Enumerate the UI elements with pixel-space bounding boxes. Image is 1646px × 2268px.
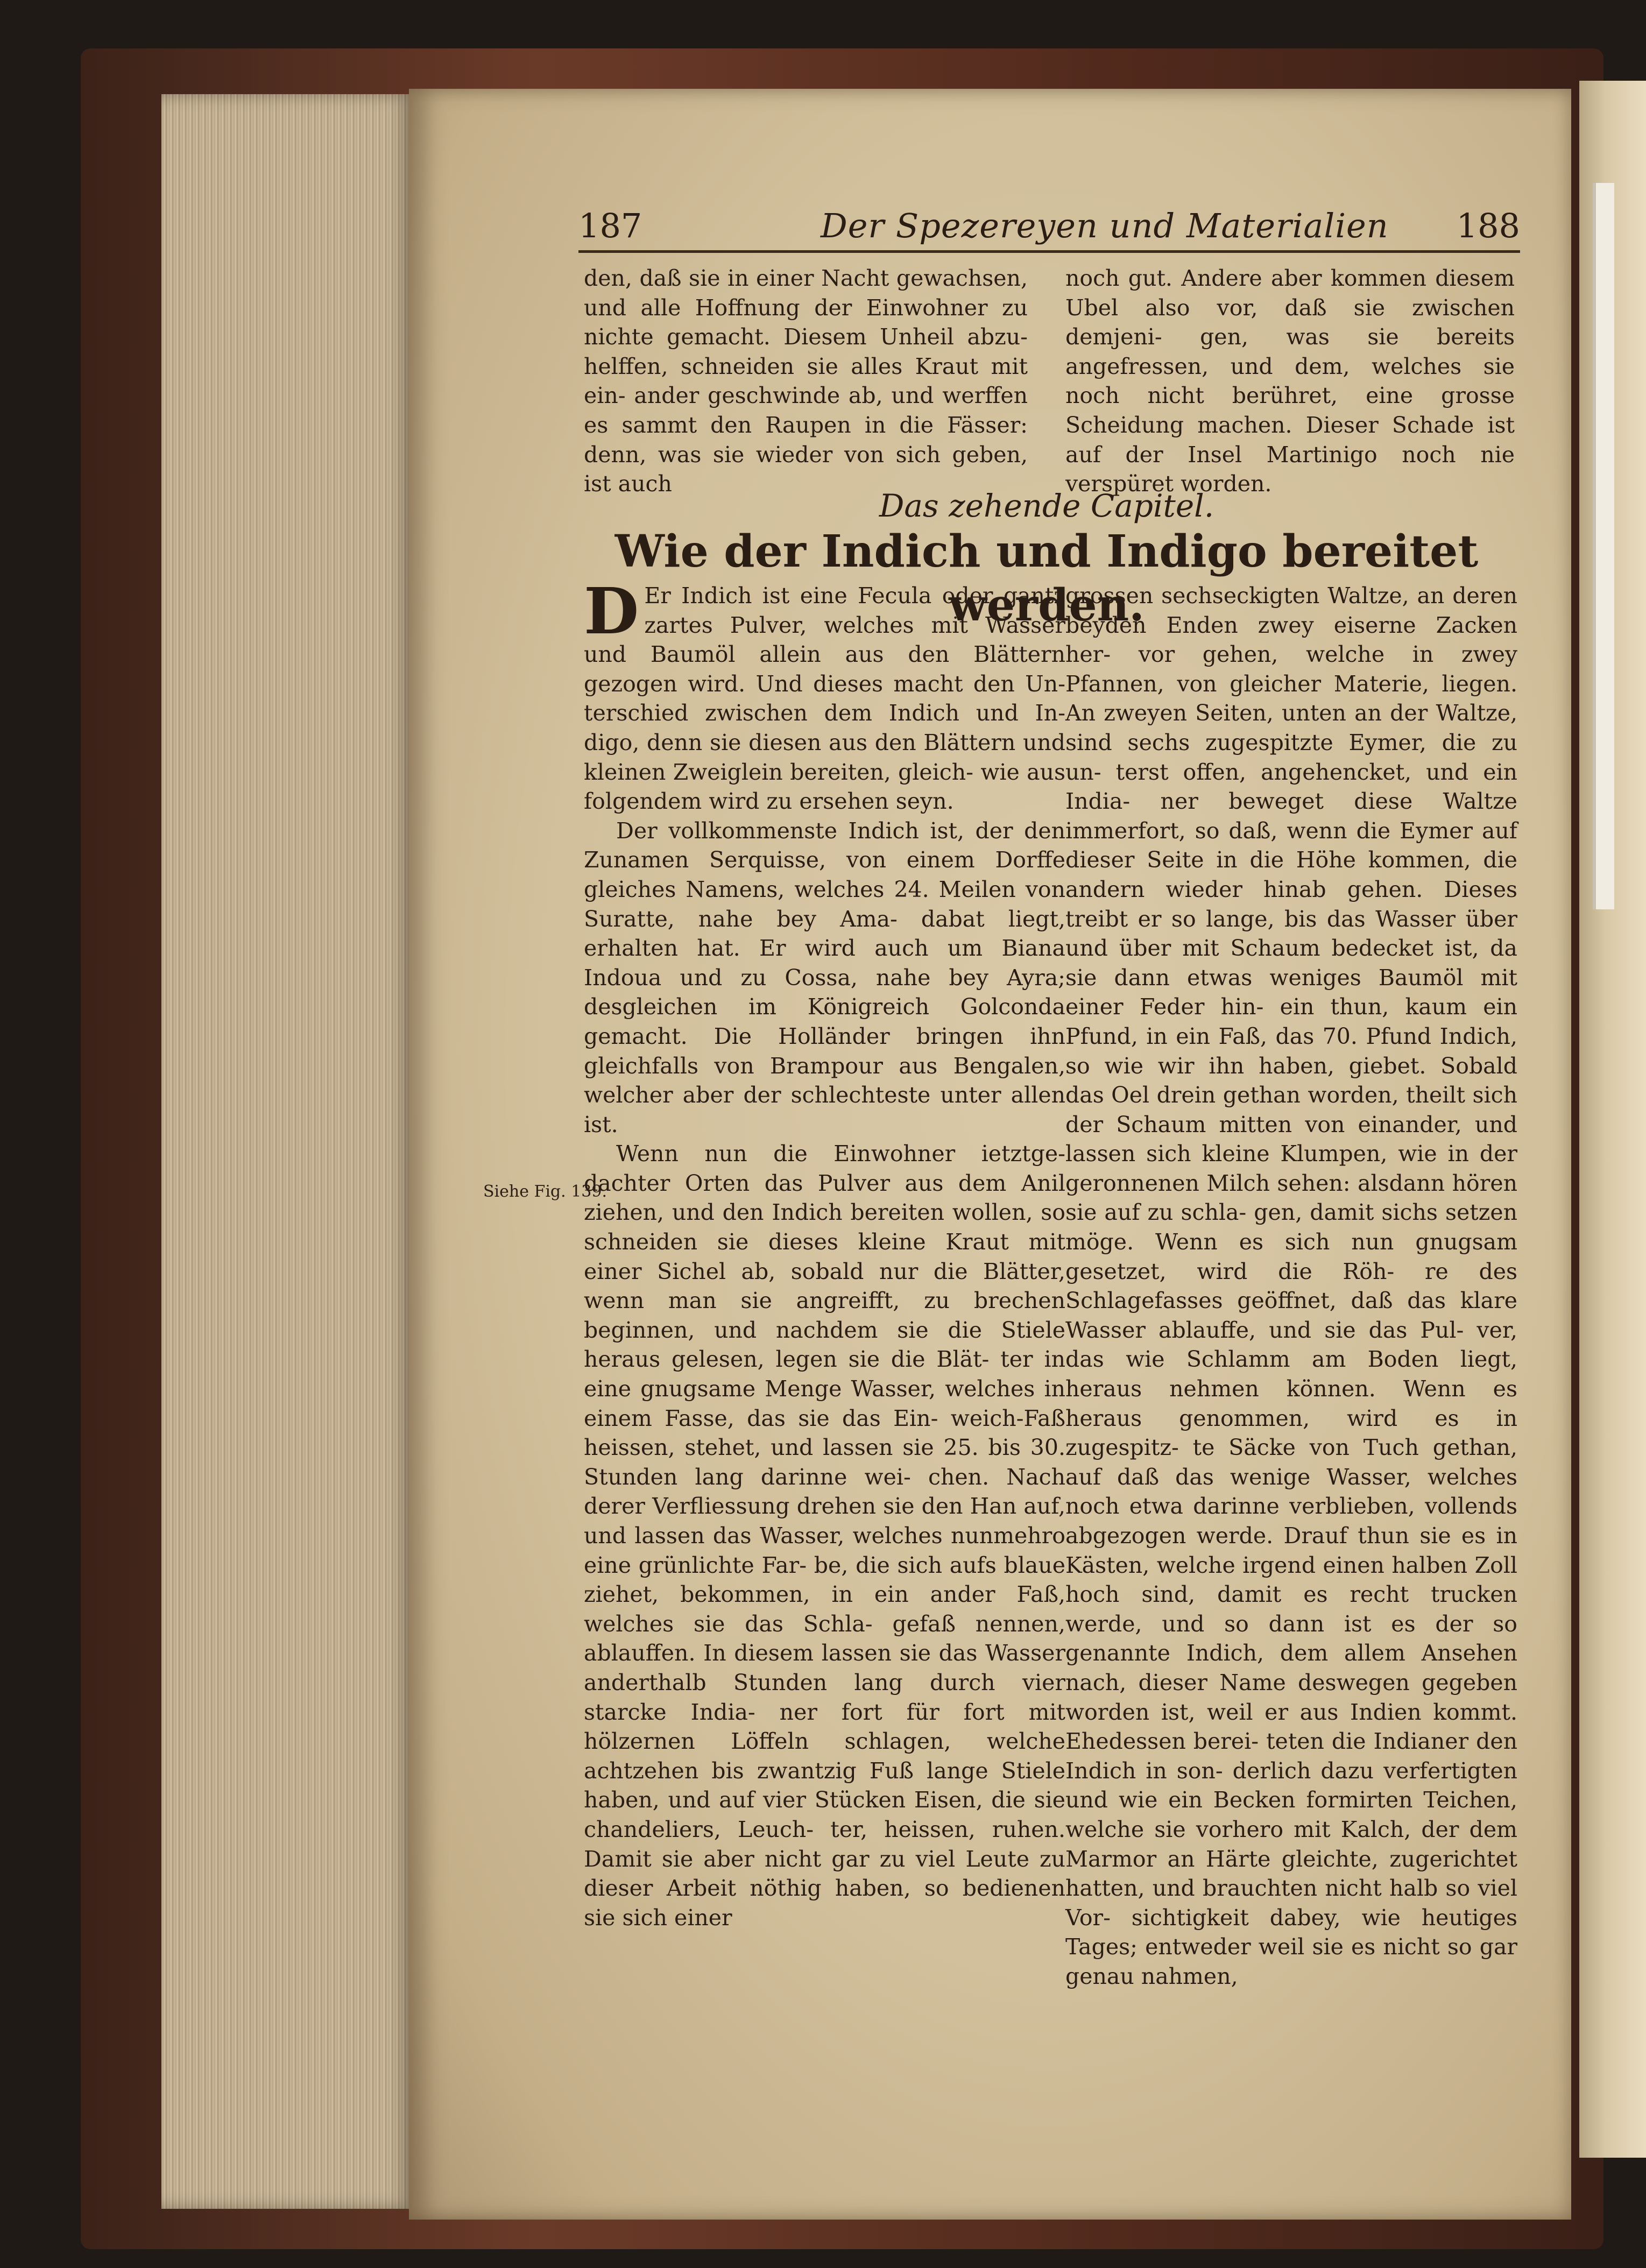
page-number-left: 187 <box>578 206 642 245</box>
top-right-text: noch gut. Andere aber kommen diesem Ubel also vor, daß sie zwischen demjeni- gen, was sie bereits angefressen, und dem, welches sie noch nicht berühret, eine grosse Scheidung machen. Dieser Schade ist auf der Insel Martinigo noch nie verspüret worden. <box>1065 265 1515 497</box>
paragraph-1 <box>584 574 1065 816</box>
page-edges <box>161 94 414 2209</box>
right-column <box>1065 581 1517 1991</box>
page-number-right: 188 <box>1456 206 1520 245</box>
top-left-text: den, daß sie in einer Nacht gewachsen, und alle Hoffnung der Einwohner zu nichte gemacht. Diesem Unheil abzu- helffen, schneiden sie alles Kraut mit ein- ander geschwinde ab, und werffen es sammt den Raupen in die Fässer: denn, was sie wieder von sich geben, ist auch <box>584 265 1028 497</box>
marginal-note: Siehe Fig. 139. <box>483 1182 607 1201</box>
running-head: Der Spezereyen und Materialien <box>821 206 1389 245</box>
chapter-title: Wie der Indich und Indigo bereitet werden. <box>614 526 1479 631</box>
paragraph-1-text: Er Indich ist eine Fecula oder gantz zartes Pulver, welches mit Wasser und Baumöl allein aus den Blättern gezogen wird. Und dieses macht den Un- terschied zwischen dem Indich und In- digo, denn sie diesen aus den Blättern und kleinen Zweiglein bereiten, gleich- wie aus folgendem wird zu ersehen seyn. <box>584 583 1065 815</box>
right-column-text: grossen sechseckigten Waltze, an deren beyden Enden zwey eiserne Zacken her- vor gehen, welche in zwey Pfannen, von gleicher Materie, liegen. An zweyen Seiten, unten an der Waltze, sind sechs zugespitzte Eymer, die zu un- terst offen, angehencket, und ein India- ner beweget diese Waltze immerfort, so daß, wenn die Eymer auf dieser Seite in die Höhe kommen, die andern wieder hinab gehen. Dieses treibt er so lange, bis das Wasser über und über mit Schaum bedecket ist, da sie dann etwas weniges Baumöl mit einer Feder hin- ein thun, kaum ein Pfund, in ein Faß, das 70. Pfund Indich, so wie wir ihn haben, giebet. Sobald das Oel drein gethan worden, theilt sich der Schaum mitten von einander, und lassen sich kleine Klumpen, wie in der geronnenen Milch sehen: alsdann hören sie auf zu schla- gen, damit sichs setzen möge. Wenn es sich nun gnugsam gesetzet, wird die Röh- re des Schlagefasses geöffnet, daß das klare Wasser ablauffe, und sie das Pul- ver, das wie Schlamm am Boden liegt, heraus nehmen können. Wenn es heraus genommen, wird es in zugespitz- te Säcke von Tuch gethan, auf daß das wenige Wasser, welches noch etwa darinne verblieben, vollends abgezogen werde. Drauf thun sie es in Kästen, welche irgend einen halben Zoll hoch sind, damit es recht trucken werde, und so dann ist es der so genannte Indich, dem allem Ansehen nach, dieser Name deswegen gegeben worden ist, weil er aus Indien kommt. Ehedessen berei- teten die Indianer den Indich in son- derlich dazu verfertigten und wie ein Becken formirten Teichen, welche sie vorhero mit Kalch, der dem Marmor an Härte gleichte, zugerichtet hatten, und brauchten nicht halb so viel Vor- sichtigkeit dabey, wie heutiges Tages; entweder weil sie es nicht so gar genau nahmen, <box>1065 583 1517 1989</box>
paragraph-2: Der vollkommenste Indich ist, der den Zunamen Serquisse, von einem Dorffe gleiches Namens, welches 24. Meilen von Suratte, nahe bey Ama- dabat liegt, erhalten hat. Er wird auch um Biana Indoua und zu Cossa, nahe bey Ayra; desgleichen im Königreich Golconda gemacht. Die Holländer bringen ihn gleichfalls von Brampour aus Bengalen, welcher aber der schlechteste unter allen ist. <box>584 817 1065 1137</box>
chapter-label: Das zehende Capitel. <box>879 487 1214 524</box>
top-left-column <box>584 264 1028 499</box>
left-column <box>584 574 1065 1932</box>
paper-strip <box>1593 183 1614 909</box>
page-header <box>578 202 1520 253</box>
paragraph-3: Wenn nun die Einwohner ietztge- dachter Orten das Pulver aus dem Anil ziehen, und den Indich bereiten wollen, so schneiden sie dieses kleine Kraut mit einer Sichel ab, sobald nur die Blätter, wenn man sie angreifft, zu brechen beginnen, und nachdem sie die Stiele heraus gelesen, legen sie die Blät- ter in eine gnugsame Menge Wasser, welches in einem Fasse, das sie das Ein- weich-Faß heissen, stehet, und lassen sie 25. bis 30. Stunden lang darinne wei- chen. Nach derer Verfliessung drehen sie den Han auf, und lassen das Wasser, welches nunmehro eine grünlichte Far- be, die sich aufs blaue ziehet, bekommen, in ein ander Faß, welches sie das Schla- gefaß nennen, ablauffen. In diesem lassen sie das Wasser anderthalb Stunden lang durch vier starcke India- ner fort für fort mit hölzernen Löffeln schlagen, welche achtzehen bis zwantzig Fuß lange Stiele haben, und auf vier Stücken Eisen, die sie chandeliers, Leuch- ter, heissen, ruhen. Damit sie aber nicht gar zu viel Leute zu dieser Arbeit nöthig haben, so bedienen sie sich einer <box>584 1141 1065 1931</box>
drop-cap: D <box>584 574 639 648</box>
top-right-column <box>1065 264 1515 499</box>
